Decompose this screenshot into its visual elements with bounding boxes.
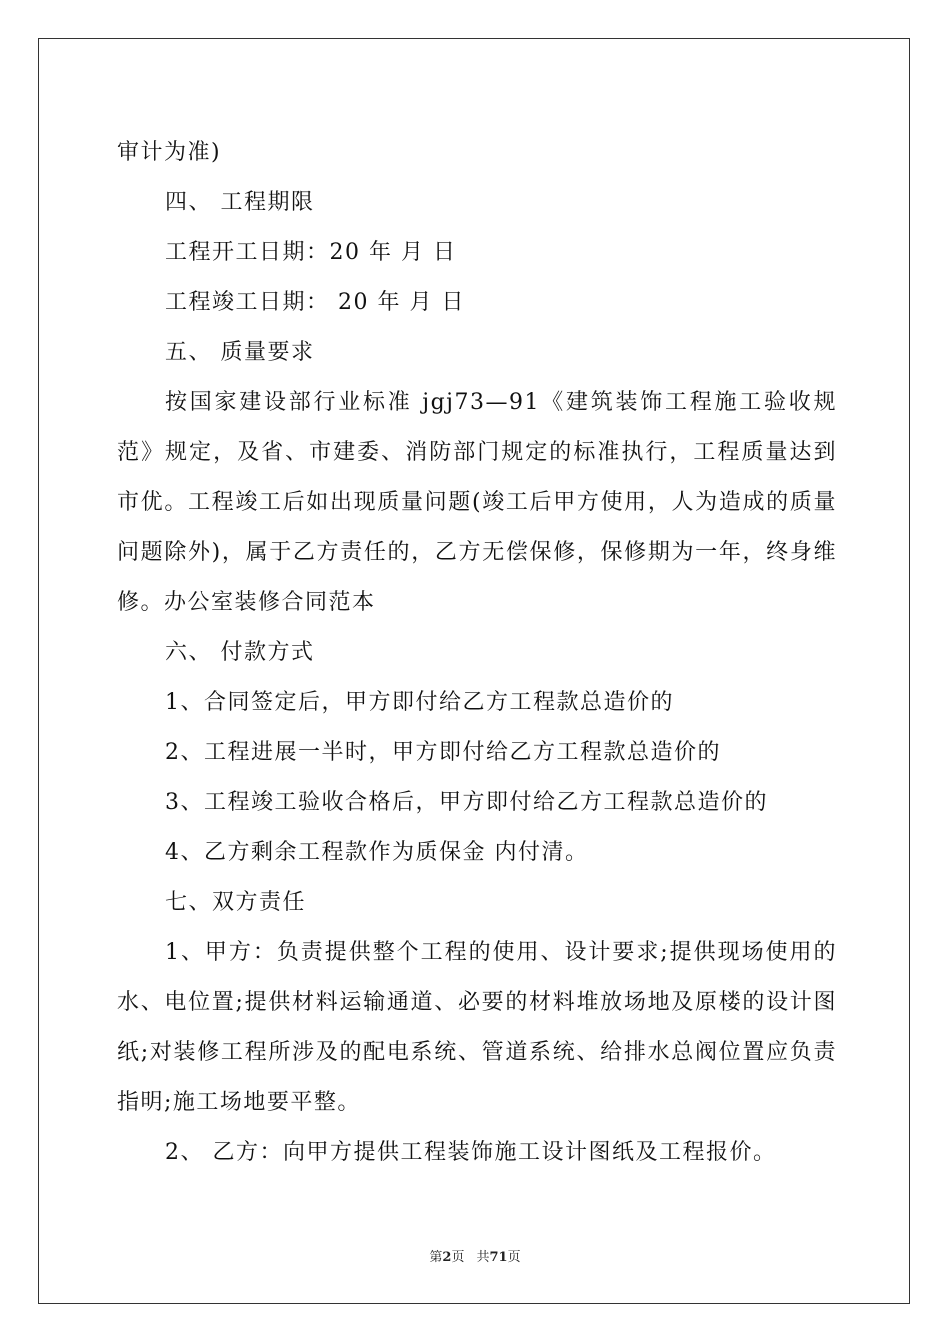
- total-prefix: 共: [476, 1250, 490, 1265]
- section-heading-payment: 六、 付款方式: [165, 640, 315, 665]
- payment-item-4: 4、乙方剩余工程款作为质保金 内付清。: [165, 840, 589, 865]
- payment-item-2: 2、工程进展一半时，甲方即付给乙方工程款总造价的: [165, 740, 721, 765]
- section-heading-quality: 五、 质量要求: [165, 340, 315, 365]
- total-pages: 71: [489, 1250, 508, 1265]
- section-heading-responsibilities: 七、双方责任: [165, 890, 307, 915]
- party-b-responsibilities: 2、 乙方：向甲方提供工程装饰施工设计图纸及工程报价。: [165, 1140, 777, 1165]
- payment-item-1: 1、合同签定后，甲方即付给乙方工程款总造价的: [165, 690, 674, 715]
- section-heading-schedule: 四、 工程期限: [165, 190, 315, 215]
- paragraph: 审计为准): [117, 140, 222, 165]
- document-body: [117, 128, 837, 1178]
- payment-item-3: 3、工程竣工验收合格后，甲方即付给乙方工程款总造价的: [165, 790, 768, 815]
- start-date-line: 工程开工日期：20 年 月 日: [165, 240, 457, 265]
- page-footer: [0, 1246, 950, 1265]
- completion-date-line: 工程竣工日期： 20 年 月 日: [165, 290, 465, 315]
- page-prefix: 第: [429, 1250, 443, 1265]
- party-a-responsibilities: 1、甲方：负责提供整个工程的使用、设计要求;提供现场使用的水、电位置;提供材料运输通道、必要的材料堆放场地及原楼的设计图纸;对装修工程所涉及的配电系统、管道系统、给排水总阀位置应负责指明;施工场地要平整。: [117, 940, 837, 1115]
- total-suffix: 页: [507, 1250, 521, 1265]
- quality-paragraph: 按国家建设部行业标准 jgj73—91《建筑装饰工程施工验收规范》规定，及省、市建委、消防部门规定的标准执行，工程质量达到市优。工程竣工后如出现质量问题(竣工后甲方使用，人为造成的质量问题除外)，属于乙方责任的，乙方无偿保修，保修期为一年，终身维修。办公室装修合同范本: [117, 390, 837, 615]
- page-suffix: 页: [451, 1250, 465, 1265]
- page-number: 2: [442, 1250, 452, 1265]
